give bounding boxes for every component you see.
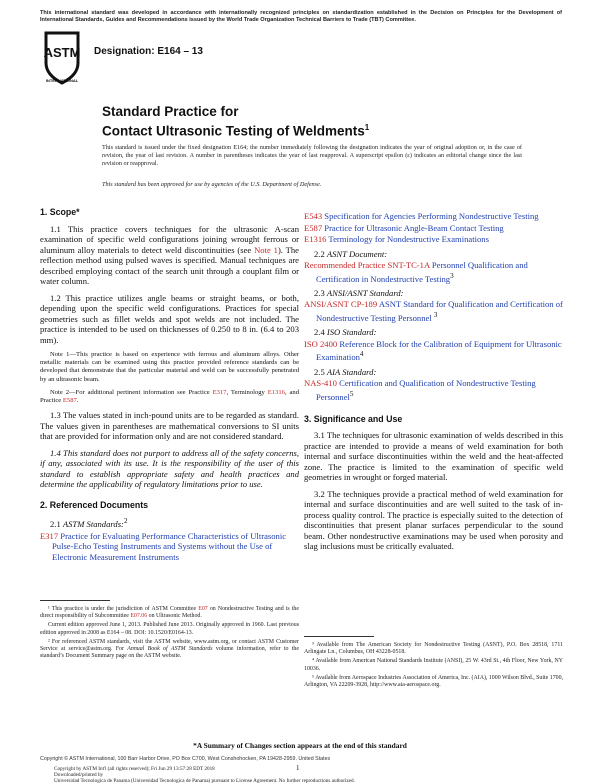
note-1: Note 1—This practice is based on experience with ferrous and aluminum alloys. Other metallic materials can be examined using this practice provided reference standards can be developed that demonstrate that the particular material and weld can be successfully penetrated by an ultrasonic beam.	[40, 351, 299, 383]
ref-e587[interactable]: E587 Practice for Ultrasonic Angle-Beam Contact Testing	[304, 222, 504, 233]
referenced-documents-heading: 2. Referenced Documents	[40, 499, 149, 510]
e317-link[interactable]: E317	[212, 388, 227, 396]
scope-1-4: 1.4 This standard does not purport to address all of the safety concerns, if any, associated with its use. It is the responsibility of the user of this standard to establish appropriate safety and health practices and determine the applicability of regulatory limitations prior to use.	[40, 447, 299, 490]
significance-3-2: 3.2 The techniques provide a practical method of weld examination for internal and surface discontinuities and are well suited to the task of in-process quality control. The practice is especially suited to the detection of discontinuities that present planar surfaces perpendicular to the sound beam. Other nondestructive examinations may be used when porosity and slag inclusions must be critically evaluated.	[304, 488, 563, 552]
aia-standard-subheading: 2.5 AIA Standard:	[314, 366, 377, 377]
footnote-1: ¹ This practice is under the jurisdiction of ASTM Committee E07 on Nondestructive Testing and is the direct responsibility of Subcommittee E07.06 on Ultrasonic Method.	[40, 606, 299, 620]
summary-of-changes-note: *A Summary of Changes section appears at the end of this standard	[193, 741, 407, 750]
right-column	[304, 211, 563, 558]
wto-notice: This international standard was developed in accordance with internationally recognized principles on standardization established in the Decision on Principles for the Development of International Standards, Guides and Recommendations issued by the World Trade Organization Technical Barriers to Trade (TBT) Committee.	[40, 10, 562, 23]
footnote-4: ⁴ Available from American National Standards Institute (ANSI), 25 W. 43rd St., 4th Floor, New York, NY 10036.	[304, 658, 563, 672]
ansi-asnt-subheading: 2.3 ANSI/ASNT Standard:	[314, 287, 404, 298]
title-line-1: Standard Practice for	[102, 104, 239, 119]
e07-06-link[interactable]: E07.06	[130, 613, 148, 620]
ref-e1316[interactable]: E1316 Terminology for Nondestructive Examinations	[304, 234, 489, 244]
scope-1-2: 1.2 This practice utilizes angle beams or straight beams, or both, depending upon the specific weld configurations. Practices for special geometries such as fillet welds and spot welds are not included. The practice is intended to be used on thicknesses of 0.250 to 8 in. (6.4 to 203 mm).	[40, 292, 299, 345]
astm-standards-subheading: 2.1 ASTM Standards:$^2$	[50, 517, 128, 530]
svg-text:ASTM: ASTM	[43, 45, 81, 60]
license-stamp: Copyright by ASTM Int'l (all rights reserved); Fri Jun 29 13:57:28 EDT 2018 Downloaded/printed by Universidad Tecnologica de Panama (Universidad Tecnologica de Panama) pursuant to License Agreement. No further reproductions authorized.	[54, 766, 355, 784]
designation: Designation: E164 – 13	[94, 46, 203, 57]
footnote-1-edition: Current edition approved June 1, 2013. Published June 2013. Originally approved in 1960. Last previous edition approved in 2008 as E164 – 08. DOI: 10.1520/E0164-13.	[40, 622, 299, 636]
footnotes-left	[40, 600, 299, 662]
astm-logo	[40, 31, 84, 85]
footnote-divider	[304, 636, 374, 637]
dod-approval: This standard has been approved for use by agencies of the U.S. Department of Defense.	[102, 181, 322, 188]
ref-cp-189[interactable]: ANSI/ASNT CP-189 ASNT Standard for Qualification and Certification of Nondestructive Testing Personnel $^3$	[304, 299, 563, 323]
ref-snt-tc-1a[interactable]: Recommended Practice SNT-TC-1A Personnel Qualification and Certification in Nondestructive Testing$^3$	[304, 260, 528, 284]
copyright-line: Copyright © ASTM International, 100 Barr Harbor Drive, PO Box C700, West Conshohocken, PA 19428-2959. United States	[40, 756, 331, 762]
scope-1-3: 1.3 The values stated in inch-pound units are to be regarded as standard. The values given in parentheses are mathematical conversions to SI units that are provided for information only and are not considered standard.	[40, 410, 299, 442]
footnote-5: ⁵ Available from Aerospace Industries Association of America, Inc. (AIA), 1000 Wilson Blvd., Suite 1700, Arlington, VA 22209-3928, http://www.aia-aerospace.org.	[304, 674, 563, 689]
footnote-3: ³ Available from The American Society for Nondestructive Testing (ASNT), P.O. Box 28518, 1711 Arlingate Ln., Columbus, OH 43228-0518.	[304, 642, 563, 656]
page-number: 1	[296, 764, 300, 772]
significance-heading: 3. Significance and Use	[304, 413, 403, 424]
ref-e317-start[interactable]: E317 Practice for Evaluating Performance Characteristics of Ultrasonic Pulse-Echo Testing Instruments and Systems without the Use of Electronic Measurement Instruments	[40, 530, 287, 562]
note-1-link[interactable]: Note 1	[254, 244, 278, 255]
significance-3-1: 3.1 The techniques for ultrasonic examination of welds described in this practice are intended to provide a means of weld examination for both internal and surface discontinuities within the weld and the heat-affected zone. The practice is limited to the examination of specific weld geometries in wrought or forged material.	[304, 430, 563, 483]
asnt-document-subheading: 2.2 ASNT Document:	[314, 248, 388, 259]
ref-nas-410[interactable]: NAS-410 Certification and Qualification of Nondestructive Testing Personnel$^5$	[304, 378, 536, 402]
footnote-2: ² For referenced ASTM standards, visit the ASTM website, www.astm.org, or contact ASTM Customer Service at service@astm.org. For Annual Book of ASTM Standards volume information, refer to the standard’s Document Summary page on the ASTM website.	[40, 638, 299, 660]
footnotes-right	[304, 636, 563, 691]
scope-1-1: 1.1 This practice covers techniques for the ultrasonic A-scan examination of specific weld configurations joining wrought ferrous or aluminum alloy materials to detect weld discontinuities (see Note 1). The reflection method using pulsed waves is specified. Manual techniques are described employing contact of the search unit through a couplant film or water column.	[40, 223, 299, 286]
title-line-2: Contact Ultrasonic Testing of Weldments	[102, 123, 365, 139]
note-2: Note 2—For additional pertinent information see Practice E317, Terminology E1316, and Practice E587.	[40, 388, 299, 405]
scope-heading: 1. Scope*	[40, 207, 80, 217]
title-footnote-marker: 1	[364, 123, 370, 132]
iso-standard-subheading: 2.4 ISO Standard:	[314, 327, 377, 338]
e1316-link[interactable]: E1316	[267, 388, 285, 396]
ref-e543[interactable]: E543 Specification for Agencies Performing Nondestructive Testing	[304, 211, 539, 221]
document-title	[102, 104, 369, 140]
issued-statement: This standard is issued under the fixed designation E164; the number immediately following the designation indicates the year of original adoption or, in the case of revision, the year of last revision. A number in parentheses indicates the year of last reapproval. A superscript epsilon (ε) indicates an editorial change since the last revision or reapproval.	[102, 144, 522, 167]
e587-link[interactable]: E587	[62, 397, 77, 405]
footnote-divider	[40, 600, 110, 601]
ref-code: E317	[40, 530, 59, 541]
e07-link[interactable]: E07	[198, 606, 208, 612]
logo-text: INTERNATIONAL	[45, 78, 79, 83]
ref-iso-2400[interactable]: ISO 2400 Reference Block for the Calibration of Equipment for Ultrasonic Examination$^4$	[304, 338, 562, 363]
left-column	[40, 207, 299, 563]
